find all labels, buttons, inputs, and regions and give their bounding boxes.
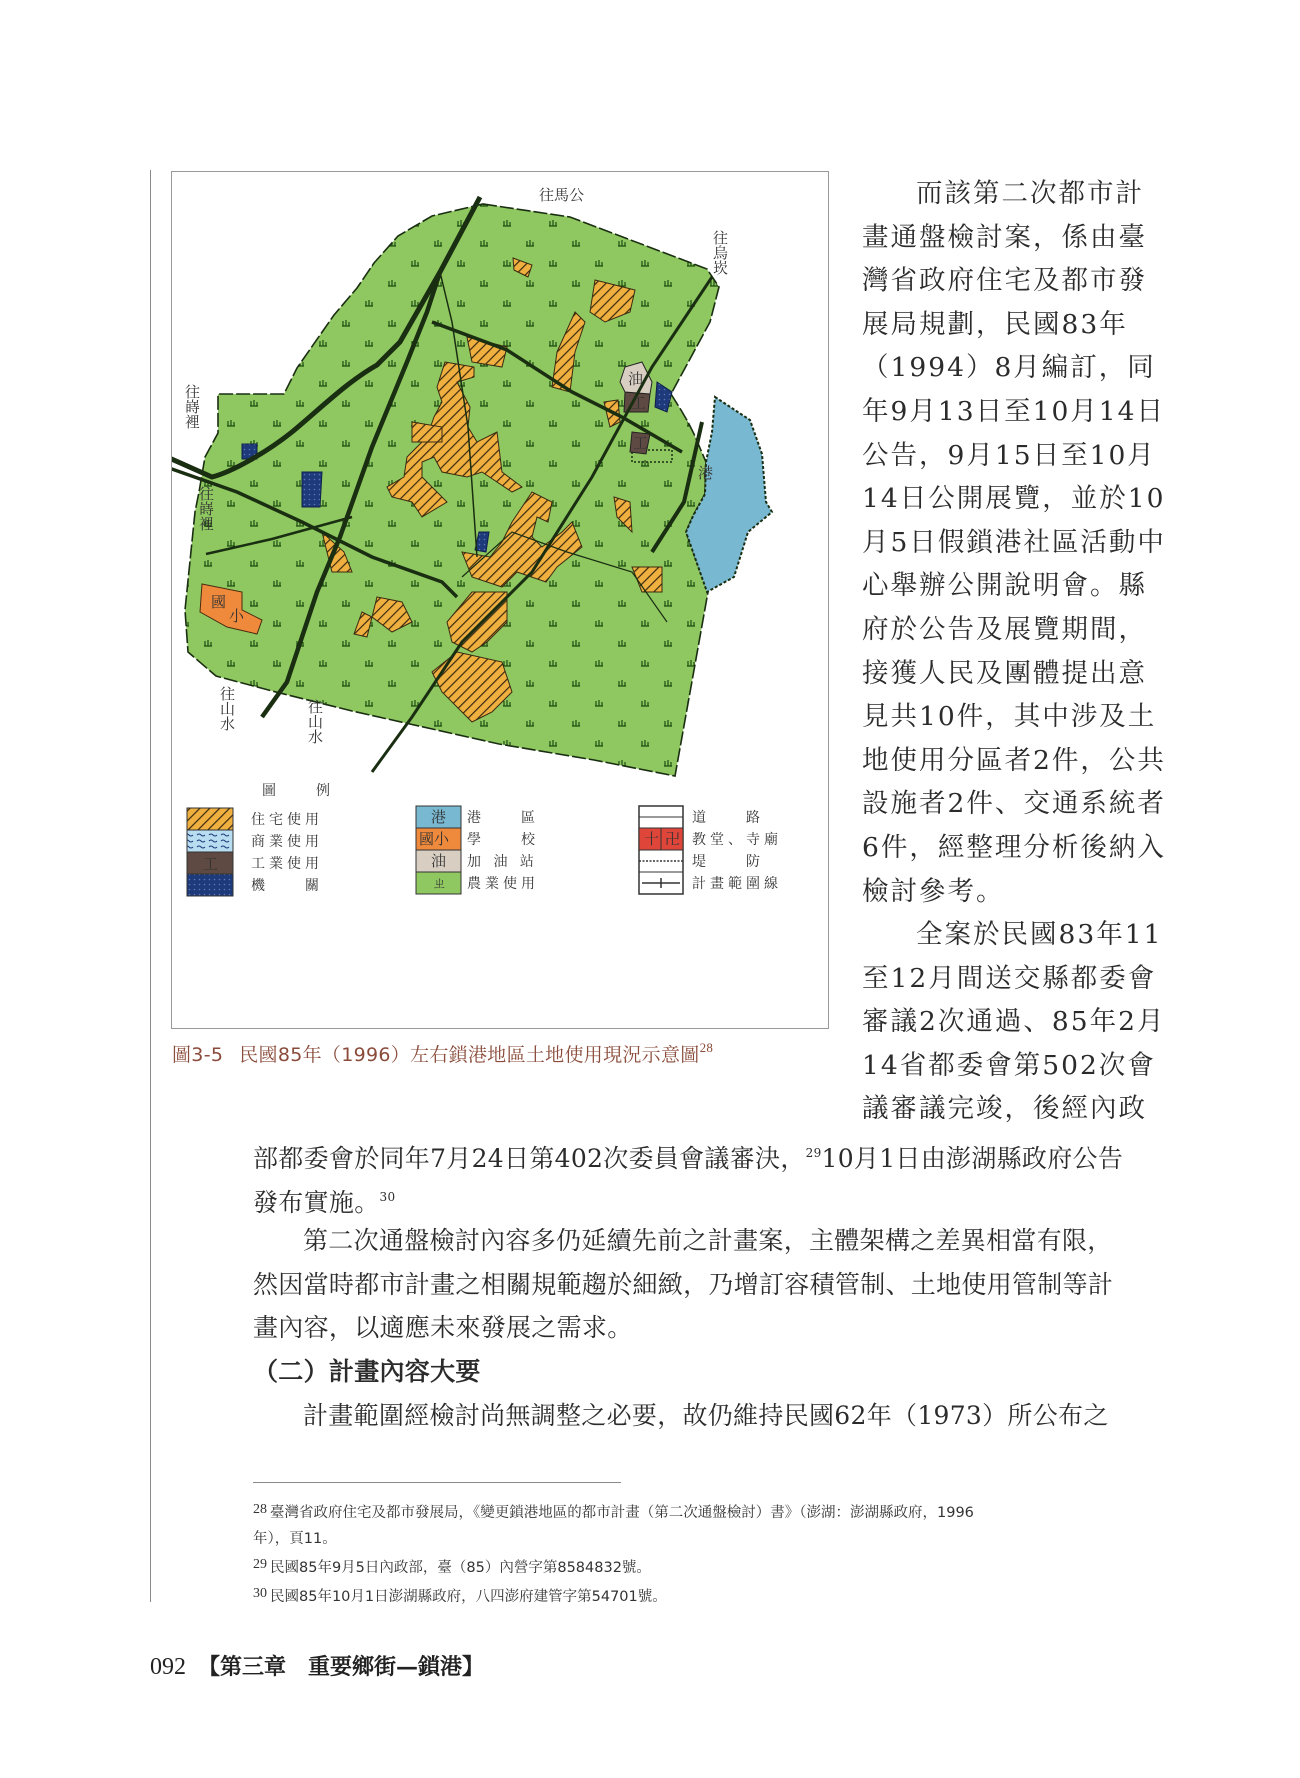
- text-line: 議審議完竣，後經內政: [862, 1093, 1147, 1125]
- text-line: 然因當時都市計畫之相關規範趨於細緻，乃增訂容積管制、土地使用管制等計: [253, 1269, 1114, 1299]
- legend-col-middle: [416, 806, 539, 894]
- text-line: 計畫範圍經檢討尚無調整之必要，故仍維持民國62年（1973）所公布之: [303, 1400, 1109, 1430]
- text-line: 發布實施。$^{30}$: [253, 1187, 396, 1217]
- svg-text:往山水: 往山水: [306, 699, 324, 744]
- legend-label-levee: 堤 防: [692, 854, 764, 870]
- legend-label-residential: 住宅使用: [251, 812, 323, 828]
- text-line: 檢討參考。: [862, 875, 1005, 907]
- label-to-shili-lower: [197, 486, 215, 531]
- page-number: 092: [150, 1654, 186, 1680]
- text-line: 公告，9月15日至10月: [862, 439, 1156, 471]
- text-line: 至12月間送交縣都委會: [862, 962, 1157, 994]
- text-line: 審議2次通過、85年2月: [862, 1006, 1166, 1038]
- text-line: 展局規劃，民國83年: [862, 308, 1128, 340]
- text-line: 14日公開展覽，並於10: [862, 483, 1166, 515]
- footnote-divider: [253, 1482, 621, 1483]
- label-to-wukan: [711, 230, 729, 275]
- text-line: 6件，經整理分析後納入: [862, 831, 1166, 863]
- label-to-shanshui-left: [218, 686, 236, 731]
- footnote-ref-29[interactable]: 29: [805, 1146, 822, 1160]
- svg-text:往山水: 往山水: [218, 686, 236, 731]
- legend-glyph-agriculture: ㄓ: [432, 874, 448, 892]
- footnote-29: 29 民國85年9月5日內政部，臺（85）內營字第8584832號。: [253, 1557, 651, 1576]
- legend-swatch-residential: [187, 808, 233, 830]
- text-line: （1994）8月編訂，同: [862, 352, 1156, 384]
- legend-glyph-church: 十: [644, 830, 660, 848]
- school-label-b: 小: [229, 607, 245, 625]
- legend-label-harbor: 港 區: [467, 810, 539, 826]
- legend-label-school: 學 校: [467, 832, 539, 848]
- figure-caption-text: 民國85年（1996）左右鎖港地區土地使用現況示意圖: [239, 1044, 700, 1066]
- svg-text:往嵵裡: 往嵵裡: [197, 486, 215, 531]
- legend-label-agriculture: 農業使用: [467, 876, 539, 892]
- text-line: 接獲人民及團體提出意: [862, 657, 1147, 689]
- legend-swatch-commercial: [187, 830, 233, 852]
- legend-swatch-government: [187, 874, 233, 896]
- text-line: 見共10件，其中涉及土: [862, 701, 1157, 733]
- body-text: [253, 1132, 1137, 1437]
- gas-station-label: 油: [628, 370, 644, 388]
- industrial-label-upper: 工: [631, 394, 647, 412]
- school-label-a: 國: [211, 593, 227, 611]
- legend-label-industrial: 工業使用: [251, 856, 323, 872]
- figure-number: 圖3-5: [172, 1044, 224, 1066]
- legend-label-government: 機 關: [251, 878, 323, 894]
- footnote-ref-30[interactable]: 30: [379, 1189, 396, 1204]
- svg-text:往嵵裡: 往嵵裡: [183, 384, 201, 429]
- footnote-30: 30 民國85年10月1日澎湖縣政府，八四澎府建管字第54701號。: [253, 1586, 667, 1605]
- text-line: 全案於民國83年11: [916, 919, 1163, 951]
- harbor-label: 港: [698, 464, 714, 482]
- legend-col-left: [187, 808, 323, 896]
- running-chapter-title: 【第三章 重要鄉街—鎖港】: [198, 1654, 485, 1680]
- legend-label-boundary: 計畫範圍線: [692, 876, 782, 892]
- text-line: 設施者2件、交通系統者: [862, 788, 1166, 820]
- industrial-label-lower: 工: [633, 434, 649, 452]
- section-heading: （二）計畫內容大要: [253, 1356, 481, 1386]
- figure-caption: [172, 1040, 713, 1067]
- text-line: 部都委會於同年7月24日第402次委員會議審決，$^{29}$10月1日由澎湖縣政府公告: [253, 1144, 1124, 1173]
- footnote-28-continued: 年），頁11。: [253, 1531, 337, 1547]
- margin-rule: [150, 170, 151, 1602]
- land-use-map-figure: [171, 171, 829, 1029]
- footnotes: [253, 1497, 1137, 1610]
- label-to-magong: 往馬公: [539, 186, 585, 204]
- text-line: 灣省政府住宅及都市發: [862, 265, 1147, 297]
- legend-glyph-gas-station: 油: [431, 852, 447, 870]
- footnote-ref-28[interactable]: 28: [699, 1040, 714, 1055]
- text-line: 第二次通盤檢討內容多仍延續先前之計畫案，主體架構之差異相當有限，: [303, 1226, 1113, 1256]
- text-line: 府於公告及展覽期間，: [862, 613, 1147, 645]
- text-line: 14省都委會第502次會: [862, 1049, 1156, 1081]
- paragraph-review-process: [862, 172, 1166, 913]
- text-line: 畫通盤檢討案，係由臺: [862, 221, 1147, 253]
- footnote-28: 28 臺灣省政府住宅及都市發展局，《變更鎖港地區的都市計畫（第二次通盤檢討）書》（澎湖：澎湖縣政府，1996: [253, 1502, 974, 1521]
- legend-label-church-temple: 教堂、寺廟: [692, 832, 782, 848]
- legend-glyph-harbor: 港: [431, 808, 447, 826]
- paragraph-approval: [862, 913, 1166, 1131]
- land-use-map: [172, 172, 828, 1028]
- legend-label-gas-station: 加 油 站: [467, 854, 538, 870]
- legend-glyph-temple: 卍: [665, 830, 681, 848]
- legend-title: 圖 例: [262, 783, 334, 799]
- legend-label-commercial: 商業使用: [251, 834, 323, 850]
- map-legend: [187, 783, 782, 896]
- label-to-shanshui-right: [306, 699, 324, 744]
- text-line: 心舉辦公開說明會。縣: [862, 570, 1147, 602]
- text-line: 年9月13日至10月14日: [862, 395, 1166, 427]
- text-line: 畫內容，以適應未來發展之需求。: [253, 1313, 633, 1343]
- text-line: 而該第二次都市計: [916, 178, 1144, 209]
- text-line: 地使用分區者2件，公共: [862, 744, 1166, 776]
- label-to-shili-upper: [183, 384, 201, 429]
- legend-glyph-school: 國小: [419, 830, 450, 848]
- legend-glyph-industrial: 工: [203, 855, 219, 873]
- page-footer: [150, 1650, 484, 1681]
- legend-col-right: [639, 806, 782, 894]
- legend-label-road: 道 路: [692, 810, 764, 826]
- svg-text:往烏崁: 往烏崁: [711, 230, 729, 275]
- text-line: 月5日假鎖港社區活動中: [862, 526, 1166, 558]
- side-column-text: [862, 172, 1166, 1131]
